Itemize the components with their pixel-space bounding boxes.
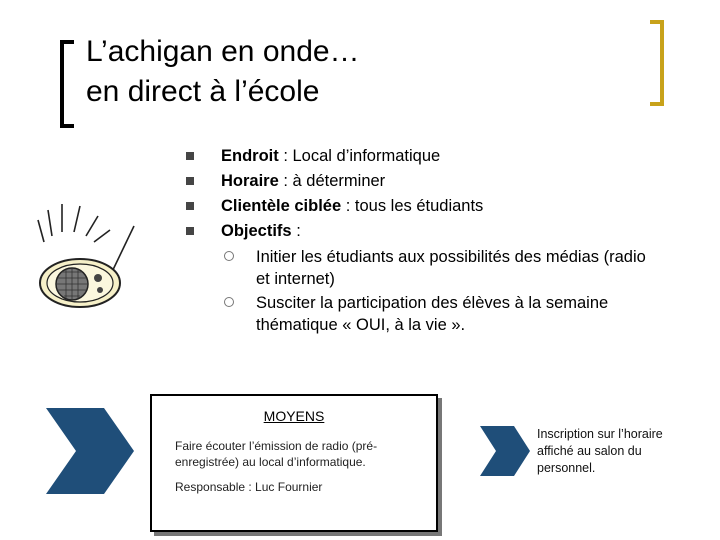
title-bracket-left [60, 40, 74, 128]
moyens-box [150, 394, 438, 532]
slide-title-line1: L’achigan en onde… [86, 35, 360, 68]
objectif-item-1: Initier les étudiants aux possibilités des médias (radio et internet) [186, 246, 646, 290]
square-bullet-icon [186, 152, 194, 160]
ring-bullet-icon [224, 297, 234, 307]
moyens-description: Faire écouter l’émission de radio (pré-enregistrée) au local d’informatique. [175, 439, 378, 469]
title-bracket-right [650, 20, 664, 106]
moyens-responsable: Responsable : Luc Fournier [175, 480, 323, 494]
chevron-right-icon [480, 426, 530, 476]
square-bullet-icon [186, 202, 194, 210]
radio-icon [30, 180, 140, 310]
ring-bullet-icon [224, 251, 234, 261]
info-bullet-list [186, 144, 646, 336]
inscription-note: Inscription sur l’horaire affiché au salon du personnel. [537, 427, 663, 475]
bullet-clientele: Clientèle ciblée : tous les étudiants [186, 194, 646, 219]
moyens-title: MOYENS [263, 408, 325, 424]
square-bullet-icon [186, 227, 194, 235]
objectif-item-2: Susciter la participation des élèves à la semaine thématique « OUI, à la vie ». [186, 292, 646, 336]
bullet-endroit: Endroit : Local d’informatique [186, 144, 646, 169]
bullet-horaire: Horaire : à déterminer [186, 169, 646, 194]
slide-title-line2: en direct à l’école [86, 75, 320, 108]
chevron-right-icon [46, 408, 134, 494]
bullet-objectifs: Objectifs : [186, 219, 646, 244]
square-bullet-icon [186, 177, 194, 185]
